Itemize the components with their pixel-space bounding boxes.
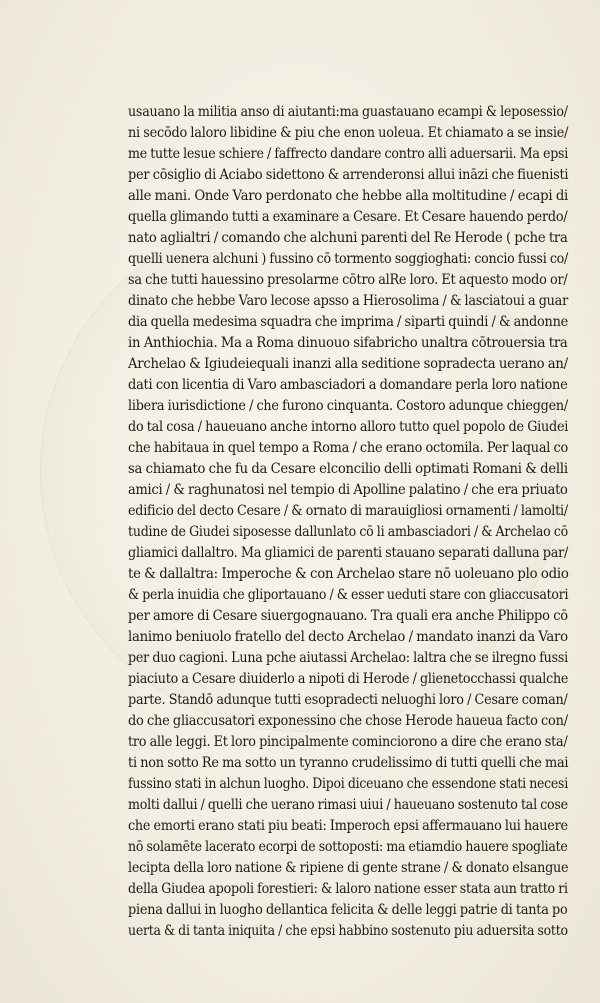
text-line: ni secōdo laloro libidine & piu che enon uoleua. Et chiamato a se insie/ <box>128 125 569 141</box>
text-line: della Giudea apopoli forestieri: & laloro natione esser stata aun tratto ri <box>128 881 568 897</box>
text-line: nō solamēte lacerato ecorpi de sottoposti: ma etiamdio hauere spogliate <box>128 839 568 855</box>
text-line: sa chiamato che fu da Cesare elconcilio delli optimati Romani & delli <box>128 461 568 477</box>
text-line: piaciuto a Cesare diuiderlo a nipoti di Herode / glienetocchassi qualche <box>128 671 569 687</box>
text-line: piena dallui in luogho dellantica felicita & delle leggi patrie di tanta po <box>128 902 568 918</box>
text-line: quella glimando tutti a examinare a Cesare. Et Cesare hauendo perdo/ <box>128 209 568 225</box>
text-line: dia quella medesima squadra che imprima / siparti quindi / & andonne <box>128 314 569 330</box>
text-line: dati con licentia di Varo ambasciadori a domandare perla loro natione <box>128 377 568 393</box>
text-line: & perla inuidia che gliportauano / & esser ueduti stare con gliaccusatori <box>128 587 569 603</box>
text-line: fussino stati in alchun luogho. Dipoi diceuano che essendone stati necesi <box>128 776 568 792</box>
text-line: molti dallui / quelli che uerano rimasi uiui / haueuano sostenuto tal cose <box>128 797 568 813</box>
text-line: in Anthiochia. Ma a Roma dinuouo sifabricho unaltra cōtrouersia tra <box>128 335 568 351</box>
text-line: te & dallaltra: Imperoche & con Archelao stare nō uoleuano plo odio <box>128 566 569 582</box>
text-block <box>128 102 568 942</box>
text-line: quelli uenera alchuni ) fussino cō tormento soggioghati: concio fussi co/ <box>128 251 569 267</box>
text-line: ti non sotto Re ma sotto un tyranno crudelissimo di tutti quelli che mai <box>128 755 569 771</box>
text-line: Archelao & Igiudeiequali inanzi alla seditione sopradecta uerano an/ <box>128 356 568 372</box>
text-line: che emorti erano stati piu beati: Imperoch epsi affermauano lui hauere <box>128 818 568 834</box>
text-line: do tal cosa / haueuano anche intorno alloro tutto quel popolo de Giudei <box>128 419 569 435</box>
text-line: dinato che hebbe Varo lecose apsso a Hierosolima / & lasciatoui a guar <box>128 293 568 309</box>
text-line: sa che tutti hauessino presolarme cōtro alRe loro. Et aquesto modo or/ <box>128 272 568 288</box>
text-line: lecipta della loro natione & ripiene di gente strane / & donato elsangue <box>128 860 569 876</box>
text-line: per cōsiglio di Aciabo sidettono & arrenderonsi allui ināzi che fiuenisti <box>128 167 569 183</box>
text-line: edificio del decto Cesare / & ornato di marauigliosi ornamenti / lamolti/ <box>128 503 568 519</box>
text-line: usauano la militia anso di aiutanti:ma guastauano ecampi & leposessio/ <box>128 104 568 120</box>
text-line: me tutte lesue schiere / faffrecto dandare contro alli aduersarii. Ma epsi <box>128 146 569 162</box>
text-line: tudine de Giudei siposesse dallunlato cō li ambasciadori / & Archelao cō <box>128 524 568 540</box>
text-line: che habitaua in quel tempo a Roma / che erano octomila. Per laqual co <box>128 440 569 456</box>
text-line: do che gliaccusatori exponessino che chose Herode haueua facto con/ <box>128 713 568 729</box>
text-line: per duo cagioni. Luna pche aiutassi Archelao: laltra che se ilregno fussi <box>128 650 569 666</box>
text-line: uerta & di tanta iniquita / che epsi habbino sostenuto piu aduersita sotto <box>128 923 568 939</box>
text-line: nato aglialtri / comando che alchuni parenti del Re Herode ( pche tra <box>128 230 568 246</box>
text-line: parte. Standō adunque tutti esopradecti neluoghi loro / Cesare coman/ <box>128 692 568 708</box>
text-line: libera iurisdictione / che furono cinquanta. Costoro adunque chieggen/ <box>128 398 568 414</box>
text-line: per amore di Cesare siuergognauano. Tra quali era anche Philippo cō <box>128 608 568 624</box>
text-line: alle mani. Onde Varo perdonato che hebbe alla moltitudine / ecapi di <box>128 188 569 204</box>
text-line: tro alle leggi. Et loro pincipalmente cominciorono a dire che erano sta/ <box>128 734 568 750</box>
text-line: amici / & raghunatosi nel tempio di Apolline palatino / che era priuato <box>128 482 568 498</box>
text-line: lanimo beniuolo fratello del decto Archelao / mandato inanzi da Varo <box>128 629 568 645</box>
text-line: gliamici dallaltro. Ma gliamici de parenti stauano separati dalluna par/ <box>128 545 569 561</box>
